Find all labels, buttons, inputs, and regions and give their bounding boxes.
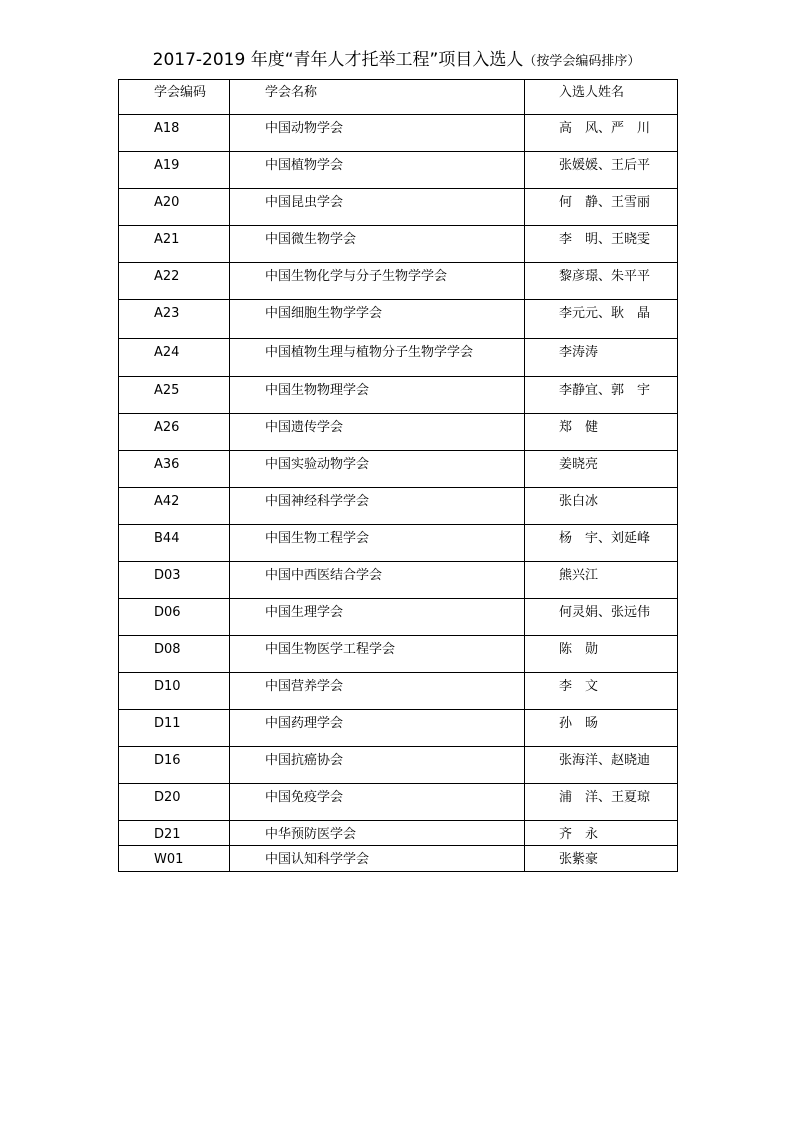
- society-code-cell: D20: [119, 784, 230, 821]
- selectee-names-cell: 杨 宇、刘延峰: [525, 525, 678, 562]
- selectee-names-cell: 高 风、严 川: [525, 115, 678, 152]
- society-name-cell: 中国微生物学会: [230, 226, 525, 263]
- table-row: [119, 152, 678, 189]
- society-name-cell: 中国营养学会: [230, 673, 525, 710]
- society-code-cell: D16: [119, 747, 230, 784]
- society-name-cell: 中国动物学会: [230, 115, 525, 152]
- society-code-cell: A20: [119, 189, 230, 226]
- society-name-cell: 中国细胞生物学学会: [230, 300, 525, 339]
- header-society-name: 学会名称: [230, 80, 525, 115]
- society-code-cell: D08: [119, 636, 230, 673]
- selectee-names-cell: 张白冰: [525, 488, 678, 525]
- selectee-names-cell: 李静宜、郭 宇: [525, 377, 678, 414]
- society-name-cell: 中国昆虫学会: [230, 189, 525, 226]
- table-row: [119, 300, 678, 339]
- table-row: [119, 488, 678, 525]
- society-code-cell: D11: [119, 710, 230, 747]
- table-row: [119, 710, 678, 747]
- table-row: [119, 339, 678, 377]
- society-code-cell: D03: [119, 562, 230, 599]
- society-name-cell: 中国生理学会: [230, 599, 525, 636]
- society-name-cell: 中国抗癌协会: [230, 747, 525, 784]
- table-row: [119, 226, 678, 263]
- society-name-cell: 中国神经科学学会: [230, 488, 525, 525]
- society-code-cell: W01: [119, 846, 230, 872]
- society-code-cell: A19: [119, 152, 230, 189]
- selectee-names-cell: 李 文: [525, 673, 678, 710]
- title-subtitle: （按学会编码排序）: [523, 54, 641, 69]
- table-row: [119, 821, 678, 846]
- selectee-names-cell: 浦 洋、王夏琼: [525, 784, 678, 821]
- society-name-cell: 中国生物化学与分子生物学学会: [230, 263, 525, 300]
- society-code-cell: A23: [119, 300, 230, 339]
- table-row: [119, 846, 678, 872]
- selectee-names-cell: 熊兴江: [525, 562, 678, 599]
- selectee-names-cell: 何灵娟、张远伟: [525, 599, 678, 636]
- selectee-names-cell: 何 静、王雪丽: [525, 189, 678, 226]
- table-row: [119, 263, 678, 300]
- society-code-cell: B44: [119, 525, 230, 562]
- selectee-names-cell: 李涛涛: [525, 339, 678, 377]
- society-name-cell: 中国中西医结合学会: [230, 562, 525, 599]
- society-name-cell: 中国药理学会: [230, 710, 525, 747]
- society-name-cell: 中国植物学会: [230, 152, 525, 189]
- selectee-names-cell: 李 明、王晓雯: [525, 226, 678, 263]
- society-code-cell: A25: [119, 377, 230, 414]
- society-code-cell: A36: [119, 451, 230, 488]
- table-row: [119, 673, 678, 710]
- header-society-code: 学会编码: [119, 80, 230, 115]
- selectee-names-cell: 孙 旸: [525, 710, 678, 747]
- selectee-names-cell: 姜晓亮: [525, 451, 678, 488]
- table-row: [119, 414, 678, 451]
- society-name-cell: 中国实验动物学会: [230, 451, 525, 488]
- table-row: [119, 115, 678, 152]
- society-code-cell: A42: [119, 488, 230, 525]
- table-row: [119, 377, 678, 414]
- society-code-cell: D10: [119, 673, 230, 710]
- society-name-cell: 中国生物医学工程学会: [230, 636, 525, 673]
- selectee-names-cell: 张海洋、赵晓迪: [525, 747, 678, 784]
- selectee-names-cell: 张紫豪: [525, 846, 678, 872]
- society-name-cell: 中国遗传学会: [230, 414, 525, 451]
- society-code-cell: A24: [119, 339, 230, 377]
- page-title: [0, 48, 793, 74]
- selectee-names-cell: 张媛媛、王后平: [525, 152, 678, 189]
- title-main: 2017-2019 年度“青年人才托举工程”项目入选人: [152, 50, 524, 70]
- table-row: [119, 562, 678, 599]
- selectee-names-cell: 郑 健: [525, 414, 678, 451]
- society-code-cell: A22: [119, 263, 230, 300]
- society-name-cell: 中国认知科学学会: [230, 846, 525, 872]
- table-row: [119, 599, 678, 636]
- table-row: [119, 636, 678, 673]
- table-row: [119, 747, 678, 784]
- table-row: [119, 784, 678, 821]
- selectee-names-cell: 黎彦璟、朱平平: [525, 263, 678, 300]
- society-code-cell: A26: [119, 414, 230, 451]
- society-name-cell: 中华预防医学会: [230, 821, 525, 846]
- society-code-cell: D21: [119, 821, 230, 846]
- table-header-row: [119, 80, 678, 115]
- society-name-cell: 中国生物工程学会: [230, 525, 525, 562]
- selectee-names-cell: 陈 勋: [525, 636, 678, 673]
- society-name-cell: 中国免疫学会: [230, 784, 525, 821]
- society-code-cell: A18: [119, 115, 230, 152]
- header-selectee-names: 入选人姓名: [525, 80, 678, 115]
- selectee-names-cell: 李元元、耿 晶: [525, 300, 678, 339]
- table-row: [119, 525, 678, 562]
- table-row: [119, 189, 678, 226]
- society-name-cell: 中国生物物理学会: [230, 377, 525, 414]
- table-row: [119, 451, 678, 488]
- selectee-table: [118, 79, 678, 872]
- society-code-cell: D06: [119, 599, 230, 636]
- society-code-cell: A21: [119, 226, 230, 263]
- society-name-cell: 中国植物生理与植物分子生物学学会: [230, 339, 525, 377]
- selectee-names-cell: 齐 永: [525, 821, 678, 846]
